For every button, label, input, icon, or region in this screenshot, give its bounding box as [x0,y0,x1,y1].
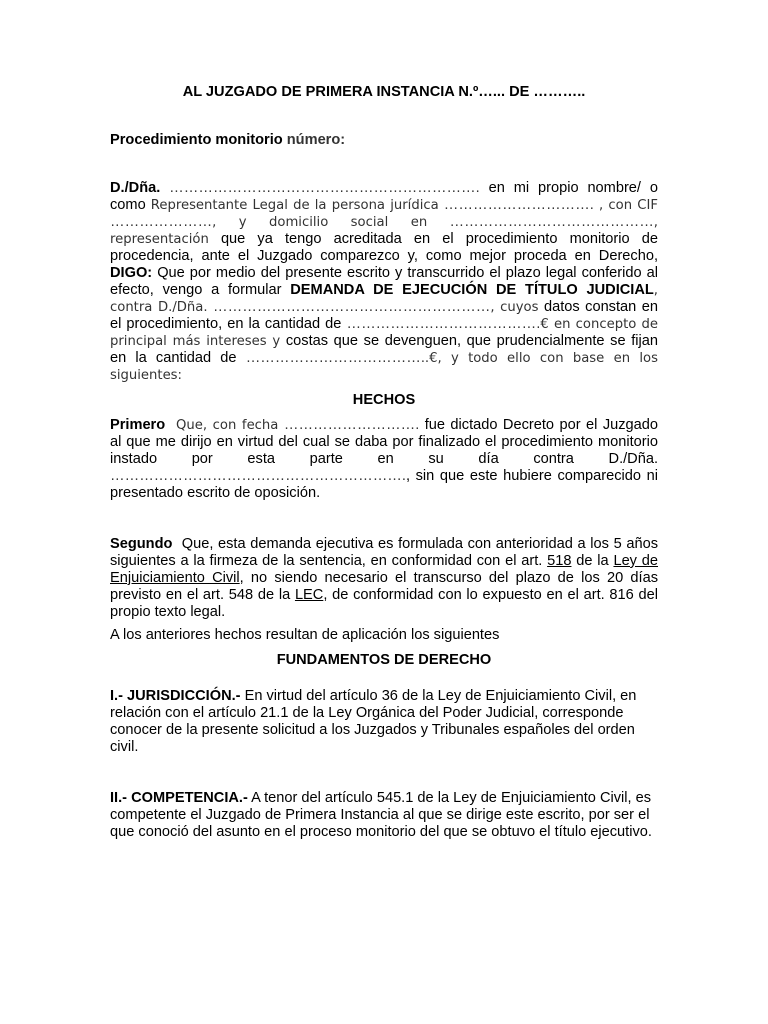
blank-domicilio: …………………………………… [449,214,654,230]
anteriores-hechos-line: A los anteriores hechos resultan de aplicación los siguientes [110,627,500,643]
segundo-text-4: , de conformidad con lo expuesto en el art. 816 del propio texto legal. [110,587,658,620]
segundo-text-3: , no siendo necesario el transcurso del plazo de los 20 días previsto en el art. 548 de la [110,570,658,603]
segundo-label: Segundo [110,536,173,552]
competencia-label: II.- COMPETENCIA.- [110,790,248,806]
intro-paragraph [110,180,658,384]
intro-text-13: .€, y todo ello con base en los siguientes: [110,351,658,383]
intro-text-1: en mi propio nombre/ o como [110,180,658,213]
intro-text-11: .€ en concepto de principal más intereses y [110,317,658,349]
blank-cantidad-principal: ………………………………… [346,316,537,332]
blank-demandado-primero: ……………………………………………………. [110,468,406,484]
link-art-518[interactable]: 518 [547,553,572,569]
procedimiento-line [110,132,658,149]
demanda-title: DEMANDA DE EJECUCIÓN DE TÍTULO JUDICIAL [290,282,654,298]
blank-persona-juridica: …………………………. [443,197,594,213]
digo-label: DIGO: [110,265,153,281]
intro-text-3: , con CIF [593,198,658,213]
primero-text-1: Que, con fecha [176,418,279,433]
dna-label: D./Dña. [110,180,161,196]
intro-text-12: costas que se devenguen, que prudencialmente se fijan en la cantidad de [110,333,659,366]
hecho-segundo [110,536,658,621]
procedimiento-numero: número: [286,132,346,148]
document-title: AL JUZGADO DE PRIMERA INSTANCIA N.º…... DE ……….. [182,84,586,100]
intro-text-10: datos constan en el procedimiento, en la cantidad de [110,299,658,332]
fundamentos-heading: FUNDAMENTOS DE DERECHO [276,652,492,668]
fundamento-jurisdiccion [110,688,658,756]
segundo-text-2: de la [576,553,609,569]
primero-text-2: fue dictado Decreto por el Juzgado al que me dirijo en virtud del cual se daba por finalizado el procedimiento monitorio instado por esta parte en su día contra D./Dña. [110,417,658,467]
jurisdiccion-label: I.- JURISDICCIÓN.- [110,688,241,704]
link-lec[interactable]: LEC [294,587,324,603]
hechos-heading: HECHOS [352,392,416,408]
blank-demandado: ………………………………………………… [213,299,491,315]
intro-text-2: Representante Legal de la persona jurídica [150,198,439,213]
jurisdiccion-text: En virtud del artículo 36 de la Ley de Enjuiciamiento Civil, en relación con el artículo 21.1 de la Ley Orgánica del Poder Judicial, corresponde conocer de la presente solicitud a los Juzgados y Tribunales españoles del orden civil. [110,688,637,755]
blank-nombre: ………………………………………………………. [169,180,480,196]
intro-text-4: , y domicilio social en [212,215,428,230]
competencia-text: A tenor del artículo 545.1 de la Ley de Enjuiciamiento Civil, es competente el Juzgado de Primera Instancia al que se dirige este escrito, por ser el que conoció del asunto en el proceso monitorio del que se obtuvo el título ejecutivo. [110,790,652,840]
blank-fecha: ………………………. [283,417,420,433]
intro-text-8: , contra D./Dña. [110,283,658,315]
intro-text-6: que ya tengo acreditada en el procedimiento monitorio de procedencia, ante el Juzgado comparezco y, como mejor proceda en Derecho, [110,231,658,264]
intro-text-9: , cuyos [490,300,539,315]
document-page [110,84,658,841]
segundo-text-1: Que, esta demanda ejecutiva es formulada con anterioridad a los 5 años siguientes a la firmeza de la sentencia, en conformidad con el art. [110,536,658,569]
hecho-primero [110,417,658,502]
blank-cif: ………………… [110,214,213,230]
intro-text-5: , representación [110,215,658,247]
fundamento-competencia [110,790,658,841]
link-ley-enjuiciamiento-civil[interactable]: Ley de Enjuiciamiento Civil [110,553,659,586]
procedimiento-label: Procedimiento monitorio [110,132,283,148]
primero-text-3: , sin que este hubiere comparecido ni presentado escrito de oposición. [110,468,658,501]
intro-text-7: Que por medio del presente escrito y transcurrido el plazo legal conferido al efecto, vengo a formular [110,265,658,298]
primero-label: Primero [110,417,166,433]
blank-cantidad-costas: ………………………………. [245,350,425,366]
